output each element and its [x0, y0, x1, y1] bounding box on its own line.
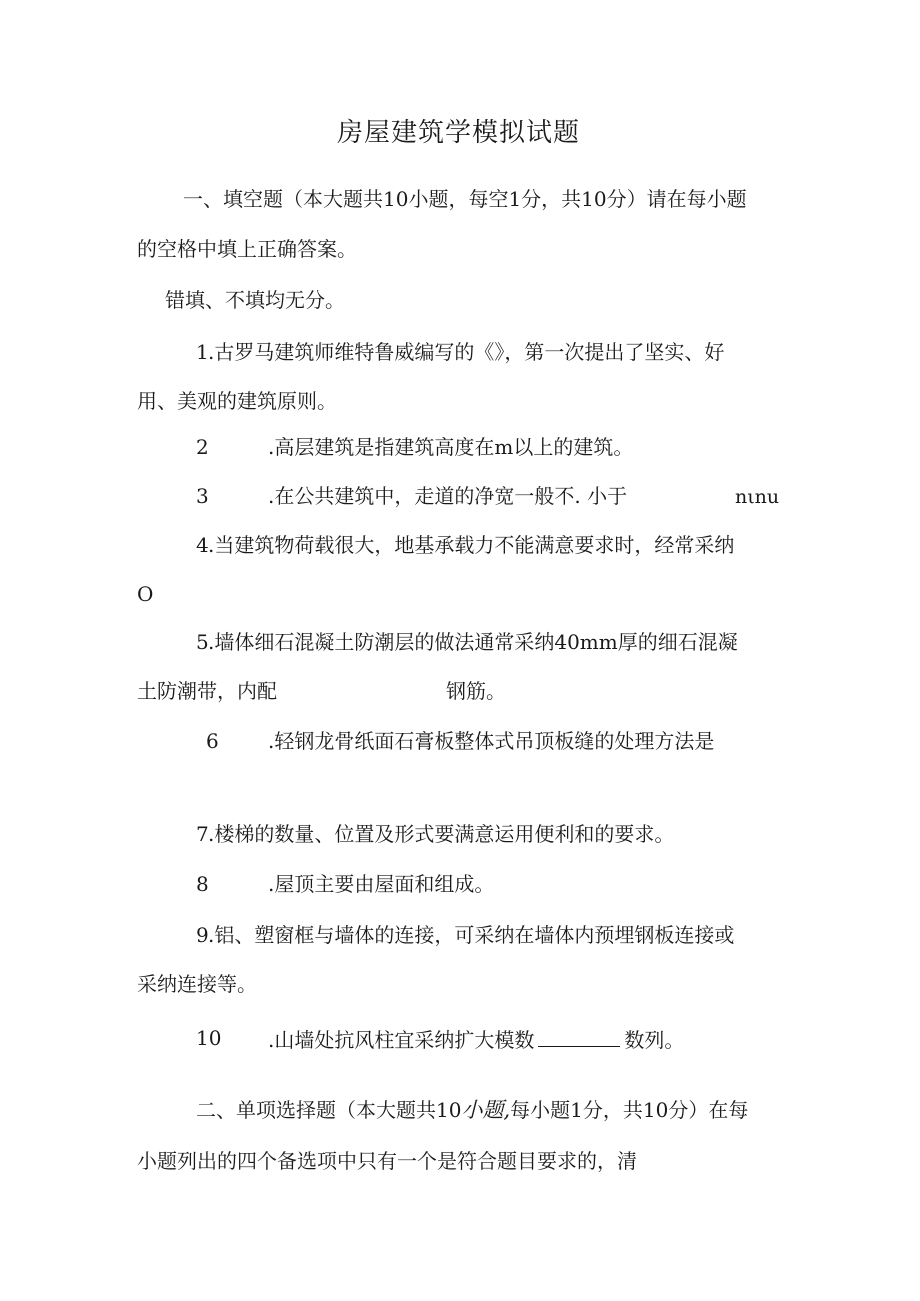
question-number: 7 — [196, 822, 209, 846]
question-4-line2: O — [137, 582, 154, 606]
page-title: 房屋建筑学模拟试题 — [337, 118, 581, 148]
section2-heading-part-c: 每小题1分，共10分）在每 — [510, 1098, 749, 1122]
question-number: 4 — [196, 533, 209, 557]
question-5-line2a: 土防潮带，内配 — [137, 679, 277, 703]
question-5-line2b: 钢筋。 — [446, 679, 506, 703]
question-10-before: .山墙处抗风柱宜采纳扩大模数 — [268, 1028, 535, 1052]
question-number: 1 — [196, 340, 209, 364]
question-4-line1: .当建筑物荷载很大，地基承载力不能满意要求时，经常采纳 — [208, 533, 735, 557]
question-3-unit: nιnu — [735, 486, 780, 508]
section2-heading-line2: 小题列出的四个备选项中只有一个是符合题目要求的，清 — [137, 1149, 637, 1173]
question-number: 10 — [196, 1026, 222, 1050]
question-10-after: 数列。 — [624, 1028, 685, 1052]
question-8-text: .屋顶主要由屋面和组成。 — [268, 872, 495, 896]
section2-heading-part-a: 二、单项选择题（本大题共10 — [196, 1098, 462, 1122]
question-10-line — [268, 1028, 684, 1050]
question-9-line2: 采纳连接等。 — [137, 972, 257, 996]
section1-heading-line3: 错填、不填均无分。 — [165, 288, 345, 312]
section2-heading-part-b: 小题, — [461, 1098, 511, 1122]
answer-blank — [538, 1028, 620, 1047]
question-7-text: .楼梯的数量、位置及形式要满意运用便利和的要求。 — [208, 822, 675, 846]
question-5-line1: .墙体细石混凝土防潮层的做法通常采纳40mm厚的细石混凝 — [208, 630, 738, 654]
question-number: 9 — [196, 923, 209, 947]
question-number: 6 — [206, 729, 219, 753]
section1-heading-line2: 的空格中填上正确答案。 — [137, 237, 357, 261]
question-number: 5 — [196, 630, 209, 654]
question-3-text: .在公共建筑中，走道的净宽一般不. 小于 — [268, 484, 628, 508]
question-1-line2: 用、美观的建筑原则。 — [137, 389, 337, 413]
question-9-line1: .铝、塑窗框与墙体的连接，可采纳在墙体内预埋钢板连接或 — [208, 923, 735, 947]
question-1-line1: .古罗马建筑师维特鲁威编写的《》，第一次提出了坚实、好 — [208, 340, 725, 364]
question-number: 2 — [196, 435, 209, 459]
question-2-text: .高层建筑是指建筑高度在m以上的建筑。 — [268, 435, 634, 459]
question-6-text: .轻钢龙骨纸面石膏板整体式吊顶板缝的处理方法是 — [268, 729, 715, 753]
question-number: 8 — [196, 872, 209, 896]
section1-heading-line1: 一、填空题（本大题共10小题，每空1分，共10分）请在每小题 — [183, 187, 747, 211]
section2-heading-line1 — [196, 1100, 748, 1121]
question-number: 3 — [196, 484, 209, 508]
